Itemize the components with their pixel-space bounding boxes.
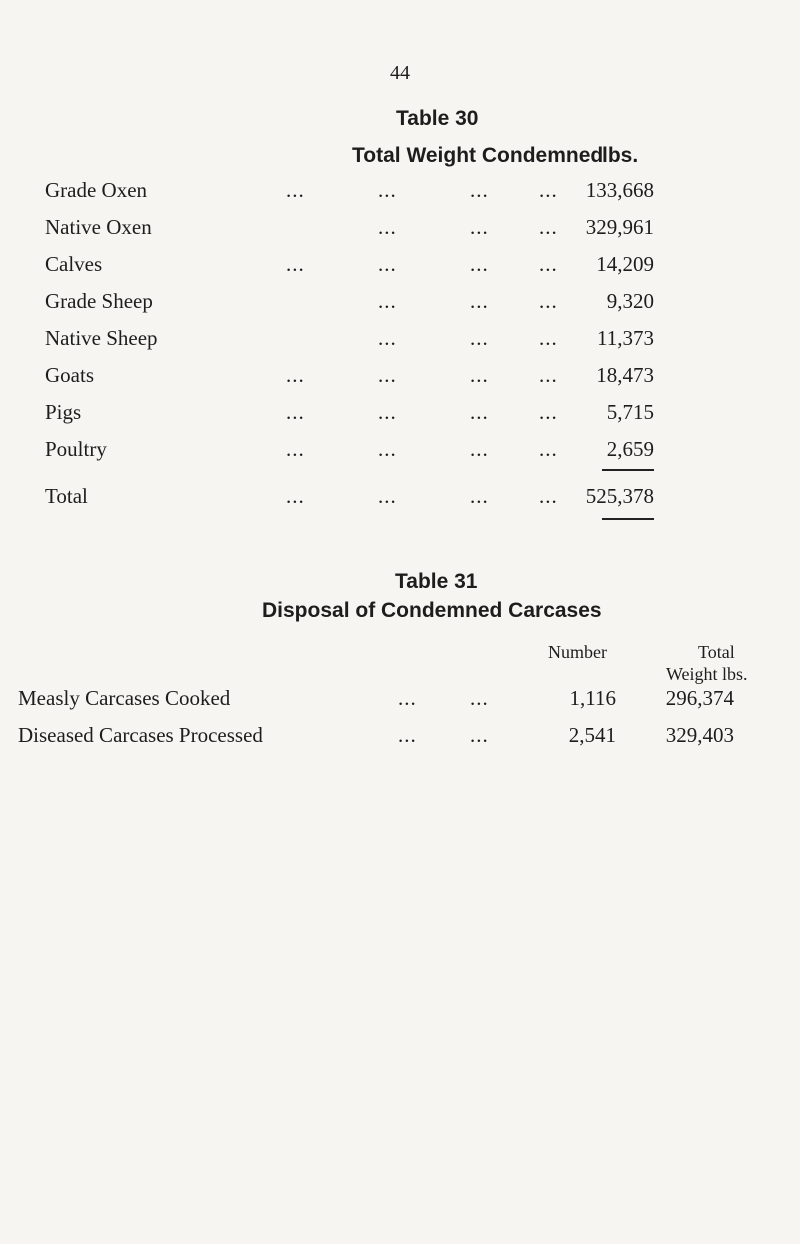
table30-row-leader: ...	[378, 178, 397, 202]
table31-row-label: Diseased Carcases Processed	[18, 723, 263, 747]
table30-row-label: Pigs	[45, 400, 82, 424]
table30-row-leader: ...	[539, 289, 558, 313]
table30-total-leader-3: ...	[470, 484, 489, 508]
table30-row-leader: ...	[470, 326, 489, 350]
page-number: 44	[390, 62, 410, 84]
table30-row-leader: ...	[539, 437, 558, 461]
table30-row-leader: ...	[470, 215, 489, 239]
table30-row-leader: ...	[539, 178, 558, 202]
table30-unit-header: lbs.	[602, 144, 639, 167]
table31-total-header-line2: Weight lbs.	[666, 664, 748, 684]
table30-row-leader: ...	[470, 178, 489, 202]
table30-row-value: 14,209	[596, 252, 654, 276]
table30-title: Table 30	[396, 107, 479, 130]
table30-total-leader-1: ...	[286, 484, 305, 508]
table30-row-label: Calves	[45, 252, 103, 276]
table30-row-leader: ...	[286, 400, 305, 424]
table30-row-value: 133,668	[585, 178, 654, 202]
table30-row-leader: ...	[378, 289, 397, 313]
table30-row-value: 329,961	[585, 215, 654, 239]
table31-row-leader: ...	[470, 723, 489, 747]
table30-row-leader: ...	[378, 400, 397, 424]
table31-subtitle: Disposal of Condemned Carcases	[262, 599, 602, 622]
table31-title: Table 31	[395, 570, 478, 593]
table31-row-number: 2,541	[568, 723, 616, 747]
table30-row-leader: ...	[378, 252, 397, 276]
table30-subtitle: Total Weight Condemned	[352, 144, 604, 167]
table30-row-value: 18,473	[596, 363, 654, 387]
table30-row-value: 2,659	[606, 437, 654, 461]
table30-row-leader: ...	[378, 363, 397, 387]
table30-row-leader: ...	[470, 252, 489, 276]
table30-row-leader: ...	[539, 252, 558, 276]
table31-row-number: 1,116	[569, 686, 616, 710]
table30-row-label: Native Sheep	[45, 326, 158, 350]
table30-row-value: 5,715	[606, 400, 654, 424]
table30-row-label: Grade Oxen	[45, 178, 148, 202]
table30-total-leader-2: ...	[378, 484, 397, 508]
table31-row-leader: ...	[470, 686, 489, 710]
table30-row-leader: ...	[286, 363, 305, 387]
table30-row-leader: ...	[286, 252, 305, 276]
table30-row-leader: ...	[539, 400, 558, 424]
table31-row-leader: ...	[398, 723, 417, 747]
total-rule-top	[602, 469, 654, 471]
table30-row-leader: ...	[539, 215, 558, 239]
total-rule-bottom	[602, 518, 654, 520]
table30-row-leader: ...	[539, 326, 558, 350]
table30-row-leader: ...	[539, 363, 558, 387]
table30-row-value: 9,320	[606, 289, 654, 313]
table31-row-label: Measly Carcases Cooked	[18, 686, 231, 710]
table30-row-leader: ...	[470, 400, 489, 424]
table30-row-value: 11,373	[597, 326, 654, 350]
table30-row-leader: ...	[286, 178, 305, 202]
table31-row-weight: 329,403	[665, 723, 734, 747]
table30-row-label: Poultry	[45, 437, 107, 461]
table30-row-label: Native Oxen	[45, 215, 152, 239]
table30-total-value: 525,378	[585, 484, 654, 508]
table30-row-leader: ...	[286, 437, 305, 461]
table30-row-leader: ...	[470, 437, 489, 461]
table30-row-leader: ...	[378, 326, 397, 350]
table31-number-header: Number	[548, 642, 607, 662]
table30-row-leader: ...	[378, 215, 397, 239]
table30-row-leader: ...	[378, 437, 397, 461]
table30-total-leader-4: ...	[539, 484, 558, 508]
table31-row-weight: 296,374	[665, 686, 734, 710]
table30-row-label: Grade Sheep	[45, 289, 153, 313]
table30-row-leader: ...	[470, 289, 489, 313]
table31-total-header-line1: Total	[698, 642, 735, 662]
table30-row-label: Goats	[45, 363, 94, 387]
table30-total-label: Total	[45, 484, 88, 508]
table31-row-leader: ...	[398, 686, 417, 710]
table30-row-leader: ...	[470, 363, 489, 387]
